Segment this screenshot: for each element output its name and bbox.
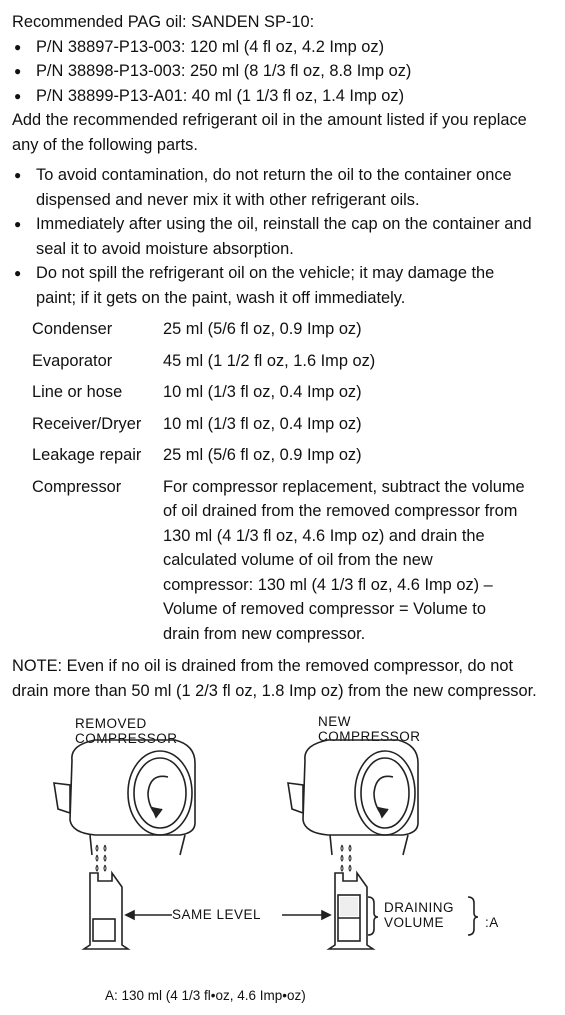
table-row	[32, 409, 543, 441]
compressor-text: 130 ml (4 1/3 fl oz, 4.6 Imp oz) and drain the	[163, 526, 485, 545]
caution-text: dispensed and never mix it with other refrigerant oils.	[36, 190, 420, 209]
table-row	[32, 440, 543, 472]
caution-text: ● Do not spill the refrigerant oil on the vehicle; it may damage the	[36, 264, 495, 282]
part-amount: 25 ml (5/6 fl oz, 0.9 Imp oz)	[163, 446, 362, 464]
table-row	[32, 314, 543, 346]
caution-text: seal it to avoid moisture absorption.	[36, 239, 294, 258]
part-name: Receiver/Dryer	[32, 414, 142, 433]
part-amount: 45 ml (1 1/2 fl oz, 1.6 Imp oz)	[163, 351, 376, 370]
compressor-text: compressor: 130 ml (4 1/3 fl oz, 4.6 Imp oz) –	[163, 575, 493, 594]
compressor-text: calculated volume of oil from the new	[163, 551, 433, 569]
oil-draining-diagram	[0, 705, 565, 1015]
new-compressor-label: NEW COMPRESSOR	[318, 714, 421, 744]
compressor-text: For compressor replacement, subtract the volume	[163, 477, 525, 496]
table-row	[32, 377, 543, 409]
bracket-a-label: :A	[485, 915, 499, 930]
oil-container-icon	[329, 873, 373, 949]
note-text: NOTE: Even if no oil is drained from the removed compressor, do not	[12, 657, 514, 675]
add-oil-text: any of the following parts.	[12, 135, 198, 154]
part-name: Compressor	[32, 477, 122, 496]
note	[12, 654, 560, 703]
compressor-instructions	[163, 472, 543, 651]
caution-text: ● Immediately after using the oil, reinstall the cap on the container and	[36, 215, 532, 233]
part-number-item: ● P/N 38899-P13-A01: 40 ml (1 1/3 fl oz, 1.4 Imp oz)	[12, 84, 560, 109]
part-name: Evaporator	[32, 351, 113, 370]
caution-item	[12, 261, 560, 310]
part-amount: 10 ml (1/3 fl oz, 0.4 Imp oz)	[163, 383, 362, 401]
part-number-item: ● P/N 38897-P13-003: 120 ml (4 fl oz, 4.2 Imp oz)	[12, 35, 560, 60]
part-name: Condenser	[32, 320, 113, 338]
table-row	[32, 346, 543, 378]
oil-drip-icon	[96, 845, 106, 871]
part-amount: 25 ml (5/6 fl oz, 0.9 Imp oz)	[163, 320, 362, 338]
note-text: drain more than 50 ml (1 2/3 fl oz, 1.8 Imp oz) from the new compressor.	[12, 681, 537, 700]
diagram-drawing	[0, 705, 565, 1015]
compressor-text: Volume of removed compressor = Volume to	[163, 600, 486, 618]
part-name: Line or hose	[32, 383, 123, 401]
oil-container-icon	[84, 873, 128, 949]
service-instructions	[12, 10, 560, 703]
draining-volume-label: DRAINING VOLUME	[384, 900, 455, 930]
part-number-item: ● P/N 38898-P13-003: 250 ml (8 1/3 fl oz, 8.8 Imp oz)	[12, 59, 560, 84]
new-compressor-icon	[288, 740, 418, 855]
same-level-label: SAME LEVEL	[172, 907, 262, 922]
caution-list	[12, 163, 560, 310]
part-number-list	[12, 35, 560, 109]
compressor-text: of oil drained from the removed compressor from	[163, 502, 518, 520]
caution-item	[12, 212, 560, 261]
removed-compressor-label: REMOVED COMPRESSOR	[75, 716, 178, 746]
removed-compressor-icon	[54, 740, 195, 855]
oil-amount-table	[32, 314, 543, 650]
compressor-text: drain from new compressor.	[163, 624, 366, 643]
caution-item	[12, 163, 560, 212]
table-row	[32, 472, 543, 651]
diagram-caption: A: 130 ml (4 1/3 fl•oz, 4.6 Imp•oz)	[105, 988, 306, 1003]
part-name: Leakage repair	[32, 446, 142, 464]
caution-text: ● To avoid contamination, do not return the oil to the container once	[36, 166, 512, 184]
part-amount: 10 ml (1/3 fl oz, 0.4 Imp oz)	[163, 414, 362, 433]
caution-text: paint; if it gets on the paint, wash it off immediately.	[36, 288, 406, 307]
add-oil-text: Add the recommended refrigerant oil in the amount listed if you replace	[12, 111, 527, 129]
oil-heading: Recommended PAG oil: SANDEN SP-10:	[12, 13, 315, 31]
oil-drip-icon	[341, 845, 351, 871]
